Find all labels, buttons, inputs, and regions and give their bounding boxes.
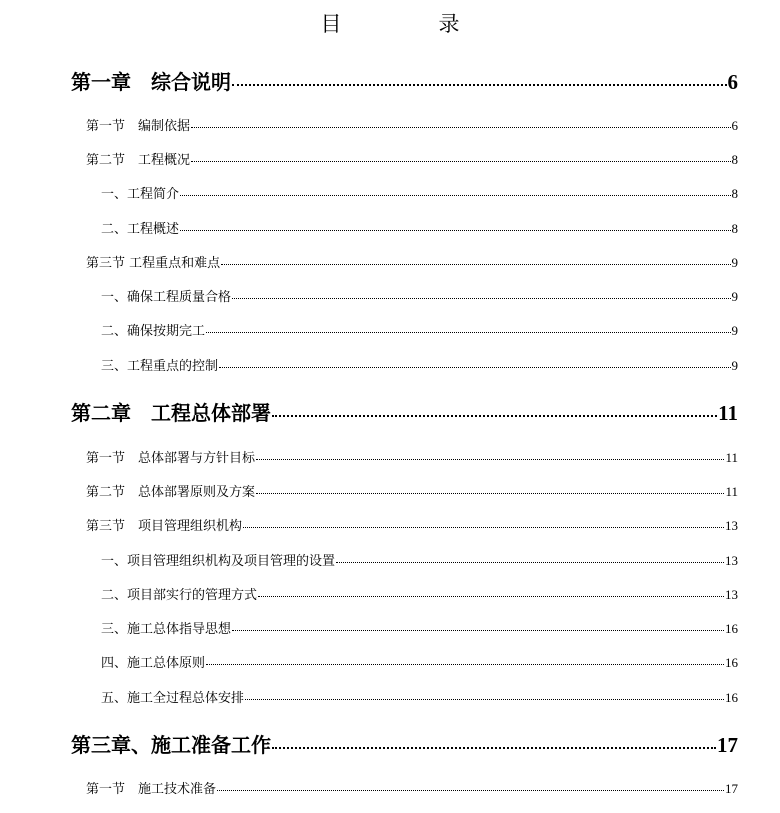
dot-leader — [219, 367, 730, 368]
toc-entry-label: 一、确保工程质量合格 — [101, 290, 232, 305]
toc-page-number: 13 — [725, 587, 738, 602]
toc-entry-label: 第一节 施工技术准备 — [86, 782, 217, 797]
toc-subsection[interactable] — [101, 550, 738, 569]
dot-leader — [180, 230, 730, 231]
toc-entry-label: 第二节 工程概况 — [86, 153, 191, 168]
dot-leader — [191, 161, 730, 162]
toc-page-number: 9 — [731, 255, 738, 270]
toc-subsection[interactable] — [101, 218, 738, 237]
toc-entry-label: 三、施工总体指导思想 — [101, 622, 232, 637]
toc-subsection[interactable] — [101, 687, 738, 706]
toc-subsection[interactable] — [101, 183, 738, 202]
toc-section[interactable] — [86, 149, 738, 168]
toc-entry-label: 二、工程概述 — [101, 222, 180, 237]
toc-chapter-2[interactable] — [71, 397, 738, 426]
toc-page-number: 17 — [717, 733, 738, 757]
dot-leader — [245, 699, 724, 700]
toc-entry-label: 第三章、施工准备工作 — [71, 733, 271, 757]
dot-leader — [232, 84, 727, 86]
toc-section[interactable] — [86, 515, 738, 534]
toc-page-number: 11 — [718, 401, 738, 425]
toc-page-number: 9 — [731, 358, 738, 373]
toc-entry-label: 第二节 总体部署原则及方案 — [86, 485, 256, 500]
toc-subsection[interactable] — [101, 652, 738, 671]
toc-page-number: 6 — [731, 118, 738, 133]
toc-page-number: 17 — [725, 781, 738, 796]
toc-entry-label: 第一节 编制依据 — [86, 119, 191, 134]
toc-subsection[interactable] — [101, 286, 738, 305]
dot-leader — [258, 596, 724, 597]
toc-entry-label: 第三节 项目管理组织机构 — [86, 519, 243, 534]
toc-section[interactable] — [86, 115, 738, 134]
toc-page-number: 13 — [725, 553, 738, 568]
toc-page-number: 8 — [731, 221, 738, 236]
dot-leader — [256, 459, 724, 460]
toc-page-number: 6 — [727, 70, 738, 94]
toc-entry-label: 一、工程简介 — [101, 187, 180, 202]
toc-page-number: 8 — [731, 152, 738, 167]
dot-leader — [206, 664, 724, 665]
toc-entry-label: 第二章 工程总体部署 — [71, 401, 271, 425]
dot-leader — [191, 127, 730, 128]
toc-entry-label: 三、工程重点的控制 — [101, 359, 219, 374]
toc-page-number: 13 — [725, 518, 738, 533]
toc-chapter-3[interactable] — [71, 729, 738, 758]
toc-page-number: 9 — [731, 323, 738, 338]
dot-leader — [272, 747, 716, 749]
dot-leader — [272, 415, 717, 417]
toc-page-number: 11 — [725, 484, 738, 499]
dot-leader — [232, 298, 730, 299]
toc-section[interactable] — [86, 778, 738, 797]
toc-entry-label: 五、施工全过程总体安排 — [101, 691, 245, 706]
toc-entry-label: 二、项目部实行的管理方式 — [101, 588, 258, 603]
toc-entry-label: 第一节 总体部署与方针目标 — [86, 451, 256, 466]
toc-page-number: 16 — [725, 621, 738, 636]
toc-entry-label: 一、项目管理组织机构及项目管理的设置 — [101, 554, 336, 569]
toc-entry-label: 二、确保按期完工 — [101, 324, 206, 339]
dot-leader — [232, 630, 724, 631]
toc-page-number: 8 — [731, 186, 738, 201]
dot-leader — [336, 562, 724, 563]
toc-page-number: 16 — [725, 655, 738, 670]
dot-leader — [180, 195, 730, 196]
dot-leader — [243, 527, 724, 528]
dot-leader — [256, 493, 724, 494]
dot-leader — [206, 332, 730, 333]
toc-subsection[interactable] — [101, 584, 738, 603]
dot-leader — [217, 790, 724, 791]
dot-leader — [221, 264, 730, 265]
toc-section[interactable] — [86, 481, 738, 500]
toc-section[interactable] — [86, 252, 738, 271]
toc-entry-label: 四、施工总体原则 — [101, 656, 206, 671]
toc-page-number: 16 — [725, 690, 738, 705]
toc-page-number: 9 — [731, 289, 738, 304]
toc-subsection[interactable] — [101, 618, 738, 637]
toc-subsection[interactable] — [101, 355, 738, 374]
toc-subsection[interactable] — [101, 320, 738, 339]
toc-section[interactable] — [86, 447, 738, 466]
toc-entry-label: 第三节 工程重点和难点 — [86, 256, 221, 271]
toc-title: 目 录 — [320, 12, 498, 36]
toc-entry-label: 第一章 综合说明 — [71, 70, 231, 94]
toc-chapter-1[interactable] — [71, 66, 738, 95]
toc-page-number: 11 — [725, 450, 738, 465]
